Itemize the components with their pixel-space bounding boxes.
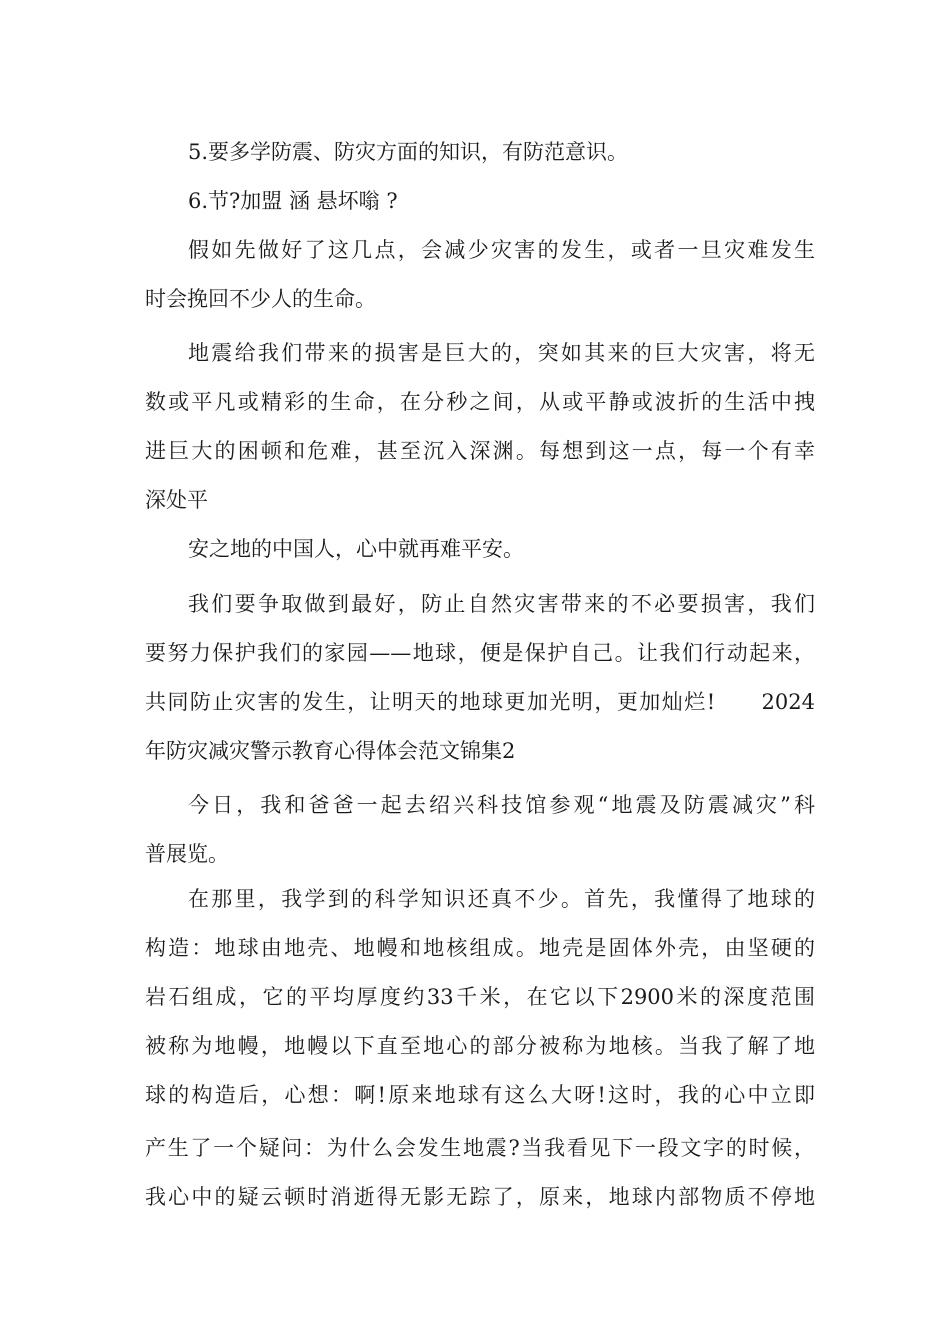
paragraph-line: 在那里，我学到的科学知识还真不少。首先，我懂得了地球的 <box>188 887 815 911</box>
paragraph-line: 构造：地球由地壳、地幔和地核组成。地壳是固体外壳，由坚硬的 <box>145 936 815 960</box>
paragraph-line: 时会挽回不少人的生命。 <box>145 287 376 311</box>
paragraph-line: 数或平凡或精彩的生命，在分秒之间，从或平静或波折的生活中拽 <box>145 390 815 414</box>
list-item-5: 5.要多学防震、防灾方面的知识，有防范意识。 <box>188 140 629 164</box>
paragraph-line: 安之地的中国人，心中就再难平安。 <box>188 537 524 561</box>
paragraph-line: 球的构造后，心想：啊!原来地球有这么大呀!这时，我的心中立即 <box>145 1083 815 1107</box>
paragraph-line: 普展览。 <box>145 842 229 866</box>
section-title: 年防灾减灾警示教育心得体会范文锦集2 <box>145 739 516 763</box>
paragraph-line: 要努力保护我们的家园——地球，便是保护自己。让我们行动起来， <box>145 641 815 665</box>
paragraph-line: 岩石组成，它的平均厚度约33千米，在它以下2900米的深度范围 <box>145 985 815 1009</box>
paragraph-line: 我心中的疑云顿时消逝得无影无踪了，原来，地球内部物质不停地 <box>145 1185 815 1209</box>
paragraph-line: 产生了一个疑问：为什么会发生地震?当我看见下一段文字的时候， <box>145 1136 815 1160</box>
paragraph-line: 被称为地幔，地幔以下直至地心的部分被称为地核。当我了解了地 <box>145 1034 815 1058</box>
paragraph-line: 共同防止灾害的发生，让明天的地球更加光明，更加灿烂! 2024 <box>145 690 815 714</box>
list-item-6: 6.节?加盟 涵 悬坏嗡 ? <box>188 189 398 213</box>
paragraph-line: 地震给我们带来的损害是巨大的，突如其来的巨大灾害，将无 <box>188 341 815 365</box>
paragraph-line: 我们要争取做到最好，防止自然灾害带来的不必要损害，我们 <box>188 592 815 616</box>
paragraph-line: 假如先做好了这几点，会减少灾害的发生，或者一旦灾难发生 <box>188 238 815 262</box>
paragraph-line: 进巨大的困顿和危难，甚至沉入深渊。每想到这一点，每一个有幸 <box>145 439 815 463</box>
paragraph-line: 今日，我和爸爸一起去绍兴科技馆参观“地震及防震减灾”科 <box>188 793 815 817</box>
paragraph-line: 深处平 <box>145 488 208 512</box>
